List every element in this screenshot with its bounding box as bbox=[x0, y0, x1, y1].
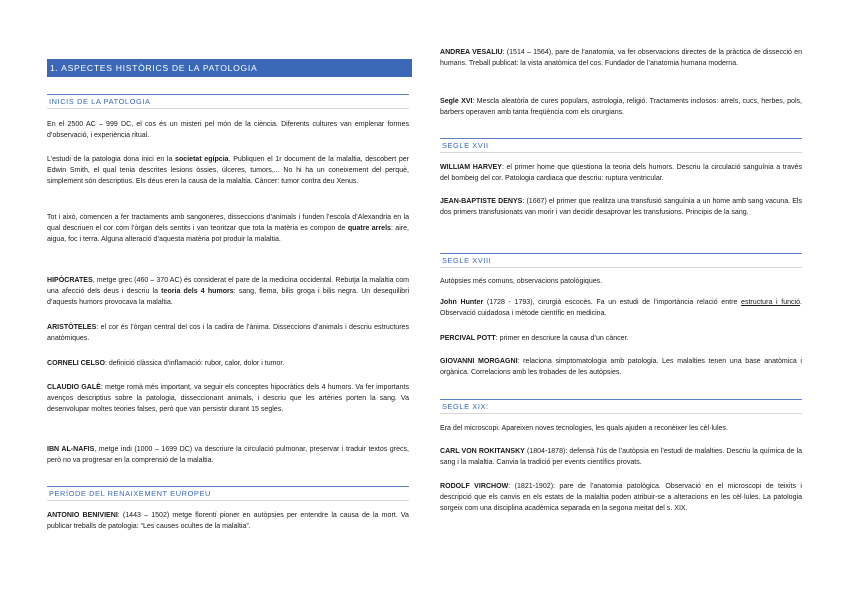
paragraph: Autòpsies més comuns, observacions patològiques. bbox=[440, 278, 603, 285]
paragraph: CORNELI CELSO: definició clàssica d’inflamació: rubor, calor, dolor i tumor. bbox=[47, 360, 285, 367]
page-title: 1. ASPECTES HISTÒRICS DE LA PATOLOGIA bbox=[47, 59, 412, 77]
paragraph: L’estudi de la patologia dona inici en la societat egípcia. Publiquen el 1r document de la malaltia, descobert per Edwin Smith, el qual tenia descrites lesions òssies, úlceres, tumors,... No hi ha un coneixement del perquè, simplement són descriptius. Els déus eren la causa de la malaltia. Càncer: tumor contra deu Xenus. bbox=[47, 156, 410, 186]
section-heading-renaixement: PERÍODE DEL RENAIXEMENT EUROPEU bbox=[47, 486, 409, 500]
paragraph: ANTONIO BENIVIENI: (1443 – 1502) metge florentí pioner en autòpsies per entendre la causa de la mort. Va publicar treballs de patologia: “Les causes ocultes de la malaltia”. bbox=[47, 512, 409, 531]
section-heading-segle-xix: SEGLE XIX: bbox=[440, 399, 802, 413]
paragraph: JEAN-BAPTISTE DENYS: (1667) el primer que realitza una transfusió sanguínia a un home amb sang vacuna. Els dos primers transfusionats van morir i van decidir desaprovar les transfusions. Principis de la sang. bbox=[440, 198, 802, 217]
paragraph: En el 2500 AC – 999 DC, el cos és un misteri pel món de la ciència. Diferents cultures van emplenar formes d’observació, i experiència ritual. bbox=[47, 121, 409, 140]
paragraph: ARISTÒTELES: el cor és l’òrgan central del cos i la cadira de l’ànima. Disseccions d’animals i descriu estructures anatòmiques. bbox=[47, 324, 409, 343]
paragraph: ANDREA VESALIU: (1514 – 1564), pare de l’anatomia, va fer observacions directes de la pràctica de dissecció en humans. Treball publicat: la vista anatòmica del cos. Fundador de l’anatomia humana moderna. bbox=[440, 49, 803, 68]
paragraph: IBN AL-NAFIS, metge indi (1000 – 1699 DC) va descriure la circulació pulmonar, preservar i traduir textos grecs, però no va progresar en la comprensió de la malaltia. bbox=[47, 446, 409, 465]
paragraph: CARL VON ROKITANSKY (1804-1878): defensà l’ús de l’autòpsia en l’estudi de malalties. Descriu la química de la sang i la malaltia. Canvia la tradició per events científics provats. bbox=[440, 448, 802, 467]
section-heading-inicis: INICIS DE LA PATOLOGIA bbox=[47, 94, 409, 108]
paragraph: GIOVANNI MORGAGNI: relaciona simptomatologia amb patologia. Les malalties tenen una base anatòmica i orgànica. Correlacions amb les trobades de les autòpsies. bbox=[440, 358, 803, 377]
paragraph: Tot i això, comencen a fer tractaments amb sangoneres, disseccions d’animals i funden l’escola d’Alexandria en la qual descriuen el cor com l’òrgan dels sentits i van teoritzar que tota la matèria es compon de quatre arrels: aire, aigua, foc i terra. Alguna alteració d’aquesta matèria pot produir la malaltia. bbox=[47, 214, 409, 244]
section-heading-segle-xviii: SEGLE XVIII bbox=[440, 253, 802, 267]
paragraph: Segle XVI: Mescla aleatòria de cures populars, astrologia, religió. Tractaments inclosos: arrels, cucs, herbes, pols, barbers operaven amb tanta freqüència com els cirurgians. bbox=[440, 98, 802, 117]
paragraph: PERCIVAL POTT: primer en descriure la causa d’un càncer. bbox=[440, 335, 629, 342]
paragraph: HIPÒCRATES, metge grec (460 – 370 AC) és considerat el pare de la medicina occidental. Rebutja la malaltia com una afecció dels deus i descriu la teoria dels 4 humors: sang, flema, bilis groga i bilis negra. Un desequilibri d’aquests humors provocava la malaltia. bbox=[47, 277, 410, 307]
paragraph: John Hunter (1728 - 1793), cirurgià escocès. Fa un estudi de l’importància relació entre estructura i funció. Observació cuidadosa i mètode científic en medicina. bbox=[440, 299, 803, 318]
paragraph: Era del microscopi. Apareixen noves tecnologies, les quals ajuden a reconèixer les cèl·lules. bbox=[440, 425, 728, 432]
section-heading-segle-xvii: SEGLE XVII bbox=[440, 138, 802, 152]
paragraph: CLAUDIO GALÈ: metge romà més important, va seguir els conceptes hipocràtics dels 4 humors. Va fer importants avenços descriptius sobre la patologia, disseccionant animals, i descriu que les artèries porten la sang. Va desenvolupar moltes teories falses, però que van persistir durant 15 segles. bbox=[47, 384, 409, 414]
paragraph: WILLIAM HARVEY: el primer home que qüestiona la teoria dels humors. Descriu la circulació sanguínia a través del bombeig del cor. Patologia cardiaca que descriu: ruptura ventricular. bbox=[440, 164, 802, 183]
paragraph: RODOLF VIRCHOW: (1821-1902): pare de l’anatomia patològica. Observació en el microscopi de teixits i descripció que els canvis en els estats de la malaltia poden atribuir-se a alteracions en les cèl·lules. La patologia sorgeix com una disciplina acadèmica separada en la segona meitat del s. XIX. bbox=[440, 483, 802, 513]
